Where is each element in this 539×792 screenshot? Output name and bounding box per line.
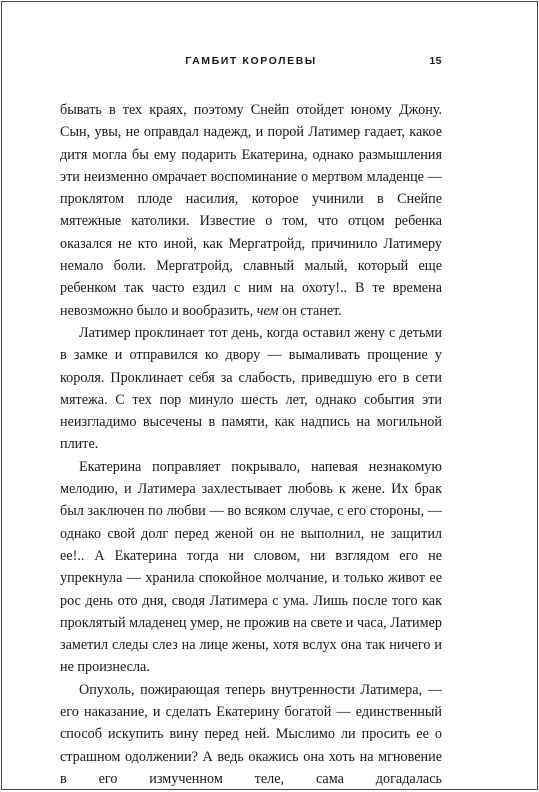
paragraph: Опухоль, пожирающая теперь внутренности Латимера, — его наказание, и сделать Екатерину богатой — единственный способ искупить вину перед ней. Мыслимо ли просить ее о страшном одолжении? А ведь окажись она хоть на мгновение в его измученном теле, сама догадалась (60, 681, 442, 787)
running-title: ГАМБИТ КОРОЛЕВЫ (185, 55, 317, 67)
paragraph-text: бывать в тех краях, поэтому Снейп отойдет юному Джону. Сын, увы, не оправдал надежд, и порой Латимер гадает, какое дитя могла бы ему подарить Екатерина, однако размышления эти неизменно омрачает воспоминание о мертвом младенце — проклятом плоде насилия, которое учинили в Снейпе мятежные католики. Известие о том, что отцом ребенка оказался не кто иной, как Мергатройд, причинило Латимеру немало боли. Мергатройд, славный малый, который еще ребенком так часто ездил с ним на охоту!.. В те времена невозможно было и вообразить, (60, 102, 442, 319)
emphasis-text: чем (256, 302, 279, 319)
body-text (60, 99, 442, 790)
paragraph-text: он станет. (278, 302, 342, 319)
paragraph (60, 99, 442, 322)
paragraph: Латимер проклинает тот день, когда оставил жену с детьми в замке и отправился ко двору — вымаливать прощение у короля. Проклинает себя за слабость, приведшую его в сети мятежа. С тех пор минуло шесть лет, однако события эти неизгладимо высечены в памяти, как надпись на могильной плите. (60, 324, 442, 453)
book-page (1, 1, 538, 790)
page-number: 15 (429, 55, 442, 67)
page-header (60, 55, 442, 71)
paragraph: Екатерина поправляет покрывало, напевая незнакомую мелодию, и Латимера захлестывает любовь к жене. Их брак был заключен по любви — во всяком случае, с его стороны, — однако свой долг перед женой он не выполнил, не защитил ее!.. А Екатерина тогда ни словом, ни взглядом его не упрекнула — хранила спокойное молчание, и только живот ее рос день ото дня, сводя Латимера с ума. Лишь после того как проклятый младенец умер, не прожив на свете и часа, Латимер заметил следы слез на лице жены, хотя вслух она так ничего и не произнесла. (60, 458, 442, 676)
